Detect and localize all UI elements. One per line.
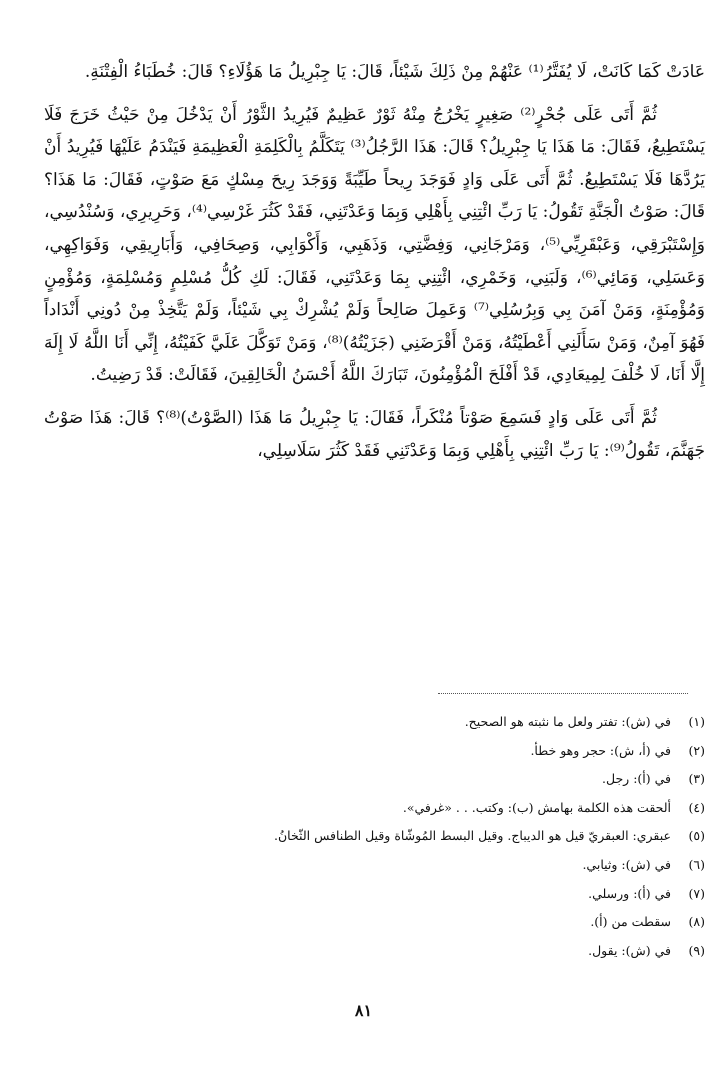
footnote-text: سقطت من (أ). bbox=[590, 914, 671, 930]
footnote bbox=[60, 937, 705, 966]
footnote-text: في (أ، ش): حجر وهو خطأ. bbox=[530, 742, 671, 758]
footnote bbox=[60, 708, 705, 737]
paragraph-continuation: عَادَتْ كَمَا كَانَتْ، لَا يُفَتَّرُ⁽¹⁾ عَنْهُمْ مِنْ ذَلِكَ شَيْئاً، قَالَ: يَا جِبْرِيلُ مَا هَؤُلَاءِ؟ قَالَ: خُطَبَاءُ الْفِتْنَةِ. bbox=[84, 62, 705, 82]
footnote-number: (١) bbox=[688, 714, 705, 729]
footnote-text: ألحقت هذه الكلمة بهامش (ب): وكتب. . . «غرفي». bbox=[402, 799, 671, 815]
footnote bbox=[60, 908, 705, 937]
footnote-text: في (ش): وثيابي. bbox=[582, 856, 671, 872]
paragraph-bull-and-paradise: ثُمَّ أَتَى عَلَى جُحْرٍ⁽²⁾ صَغِيرٍ يَخْرُجُ مِنْهُ ثَوْرٌ عَظِيمٌ فَيُرِيدُ الثَّوْرُ أَنْ يَدْخُلَ مِنْ حَيْثُ خَرَجَ فَلَا يَسْتَطِيعُ، فَقَالَ: مَا هَذَا يَا جِبْرِيلُ؟ قَالَ: هَذَا الرَّجُلُ⁽³⁾ يَتَكَلَّمُ بِالْكَلِمَةِ الْعَظِيمَةِ فَيَنْدَمُ عَلَيْهَا فَيُرِيدُ أَنْ يَرُدَّهَا فَلَا يَسْتَطِيعُ. ثُمَّ أَتَى عَلَى وَادٍ فَوَجَدَ رِيحاً طَيِّبَةً وَوَجَدَ رِيحَ مِسْكٍ مَعَ صَوْتٍ، فَقَالَ: مَا هَذَا؟ قَالَ: صَوْتُ الْجَنَّةِ تَقُولُ: يَا رَبِّ ائْتِنِي بِأَهْلِي وَبِمَا وَعَدْتَنِي، فَقَدْ كَثُرَ غَرْسِي⁽⁴⁾، وَحَرِيرِي، وَسُنْدُسِي، وَإِسْتَبْرَقِي، وَعَبْقَرِيِّي⁽⁵⁾، وَمَرْجَانِي، وَفِضَّتِي، وَذَهَبِي، وَأَكْوَابِي، وَصِحَافِي، وَأَبَارِيقِي، وَفَوَاكِهِي، وَعَسَلِي، وَمَائِي⁽⁶⁾، وَلَبَنِي، وَخَمْرِي، ائْتِنِي بِمَا وَعَدْتَنِي، فَقَالَ: لَكِ كُلُّ مُسْلِمٍ وَمُسْلِمَةٍ، وَمُؤْمِنٍ وَمُؤْمِنَةٍ، وَمَنْ آمَنَ بِي وَبِرُسُلِي⁽⁷⁾ وَعَمِلَ صَالِحاً وَلَمْ يُشْرِكْ بِي شَيْئاً، وَلَمْ يَتَّخِذْ مِنْ دُونِي أَنْدَاداً فَهُوَ آمِنٌ، وَمَنْ سَأَلَنِي أَعْطَيْتُهُ، وَمَنْ أَقْرَضَنِي (جَزَيْتُهُ)⁽⁸⁾، وَمَنْ تَوَكَّلَ عَلَيَّ كَفَيْتُهُ، إِنِّي أَنَا اللَّهُ لَا إِلَهَ إِلَّا أَنَا، لَا خُلْفَ لِمِيعَادِي، قَدْ أَفْلَحَ الْمُؤْمِنُونَ، تَبَارَكَ اللَّهُ أَحْسَنُ الْخَالِقِينَ، فَقَالَتْ: قَدْ رَضِيتُ. bbox=[44, 104, 706, 386]
footnote-separator bbox=[438, 693, 688, 694]
footnote bbox=[60, 880, 705, 909]
footnote-text: في (ش): تفتر ولعل ما نثبته هو الصحيح. bbox=[464, 714, 671, 729]
footnote-number: (٦) bbox=[688, 856, 705, 872]
page-number: ٨١ bbox=[354, 1001, 373, 1020]
footnote-number: (٧) bbox=[688, 885, 705, 901]
paragraph-hell-voice: ثُمَّ أَتَى عَلَى وَادٍ فَسَمِعَ صَوْتاً مُنْكَراً، فَقَالَ: يَا جِبْرِيلُ مَا هَذَا (الصَّوْتُ)⁽⁸⁾؟ قَالَ: هَذَا صَوْتُ جَهَنَّمَ، تَقُولُ⁽⁹⁾: يَا رَبِّ ائْتِنِي بِأَهْلِي وَبِمَا وَعَدْتَنِي فَقَدْ كَثُرَ سَلَاسِلِي، bbox=[44, 407, 705, 461]
footnote-text: في (ش): يقول. bbox=[588, 942, 671, 958]
footnote-number: (٢) bbox=[688, 742, 705, 758]
footnote-number: (٨) bbox=[688, 914, 705, 930]
main-text bbox=[44, 56, 705, 467]
footnote bbox=[60, 737, 705, 766]
footnote-number: (٩) bbox=[688, 942, 705, 958]
footnotes bbox=[60, 708, 705, 965]
footnote bbox=[60, 794, 705, 823]
footnote bbox=[60, 765, 705, 794]
footnote bbox=[60, 851, 705, 880]
footnote bbox=[60, 822, 705, 851]
footnote-text: في (أ): ورسلي. bbox=[588, 885, 671, 901]
footnote-text: في (أ): رجل. bbox=[602, 771, 671, 787]
footnote-number: (٥) bbox=[688, 828, 705, 844]
footnote-number: (٣) bbox=[688, 771, 705, 787]
footnote-number: (٤) bbox=[688, 799, 705, 815]
footnote-text: عبقري: العبقريّ قيل هو الديباج. وقيل البسط المُوشّاة وقيل الطنافس الثّخانُ. bbox=[274, 828, 671, 844]
